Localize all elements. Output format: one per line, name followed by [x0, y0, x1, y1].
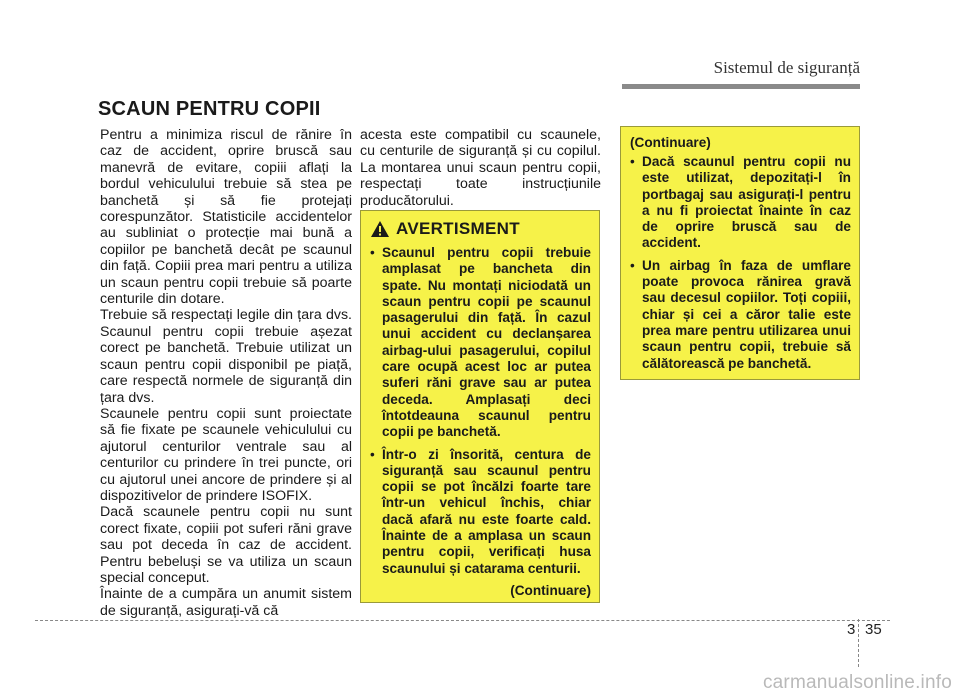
warning-title: AVERTISMENT [396, 219, 520, 238]
paragraph-laws: Trebuie să respectați legile din țara dvs. Scaunul pentru copii trebuie așezat corect pe banchetă. Trebuie utilizat un scaun pentru copii disponibil pe piață, care respectă normele de siguranță din țara dvs. [100, 307, 352, 406]
chapter-number: 3 [847, 621, 856, 638]
section-title: SCAUN PENTRU COPII [98, 98, 321, 120]
column-1 [100, 127, 352, 619]
continuation-heading: (Continuare) [630, 135, 711, 150]
warning-triangle-icon [370, 220, 390, 238]
watermark: carmanualsonline.info [762, 672, 952, 693]
continuation-item: • Un airbag în faza de umflare poate provoca rănirea gravă sau decesul copiilor. Toți copiii, chiar și cei a căror talie este prea mare pentru utilizarea unui scaun pentru copii, trebuie să călătorească pe banchetă. [630, 258, 851, 372]
column-2 [360, 127, 601, 209]
header-rule [622, 84, 860, 89]
page-index: 35 [865, 621, 882, 638]
footer-rule [35, 620, 890, 621]
page-separator [858, 619, 859, 667]
continuation-item: • Dacă scaunul pentru copii nu este utilizat, depozitați-l în portbagaj sau asigurați-l pentru a nu fi proiectat înainte în caz de oprire bruscă sau de accident. [630, 154, 851, 252]
warning-item: • Într-o zi însorită, centura de siguranță sau scaunul pentru copii se pot încălzi foarte tare într-un vehicul închis, chiar dacă afară nu este foarte cald. Înainte de a amplasa un scaun pentru copii, verificați husa scaunului și catarama centurii. [370, 447, 591, 577]
continuation-box [620, 126, 860, 380]
warning-continued: (Continuare) [510, 582, 591, 598]
continuation-list [630, 154, 851, 372]
warning-header [370, 219, 591, 239]
paragraph-injury: Dacă scaunele pentru copii nu sunt corect fixate, copiii pot suferi răni grave sau pot deceda în caz de accident. Pentru bebeluși se va utiliza un scaun special conceput. [100, 504, 352, 586]
paragraph-compatibility: acesta este compatibil cu scaunele, cu centurile de siguranță și cu copilul. La montarea unui scaun pentru copii, respectați toate instrucțiunile producătorului. [360, 127, 601, 209]
warning-item: • Scaunul pentru copii trebuie amplasat pe bancheta din spate. Nu montați niciodată un scaun pentru copii pe scaunul pasagerului din față. În cazul unui accident cu declanșarea airbag-ului pasagerului, copilul care ocupă acest loc ar putea suferi răni grave sau ar putea deceda. Amplasați deci întotdeauna scaunul pentru copii pe banchetă. [370, 245, 591, 441]
warning-box [360, 210, 600, 603]
paragraph-intro: Pentru a minimiza riscul de rănire în caz de accident, oprire bruscă sau manevră de evitare, copiii aflați la bordul vehiculului trebuie să stea pe banchetă și să fie protejați corespunzător. Statisticile accidentelor au subliniat o protecție mai bună a copiilor pe banchetă decât pe scaunul din față. Copiii prea mari pentru a utiliza un scaun pentru copii trebuie să poarte centurile din dotare. [100, 127, 352, 308]
paragraph-purchase: Înainte de a cumpăra un anumit sistem de siguranță, asigurați-vă că [100, 586, 352, 619]
warning-list [370, 245, 591, 577]
header-title: Sistemul de siguranță [713, 58, 860, 77]
paragraph-fixing: Scaunele pentru copii sunt proiectate să fie fixate pe scaunele vehiculului cu ajutorul centurilor ventrale sau al centurilor cu prindere în trei puncte, ori cu ajutorul unei ancore de prindere și al dispozitivelor de prindere ISOFIX. [100, 405, 352, 504]
